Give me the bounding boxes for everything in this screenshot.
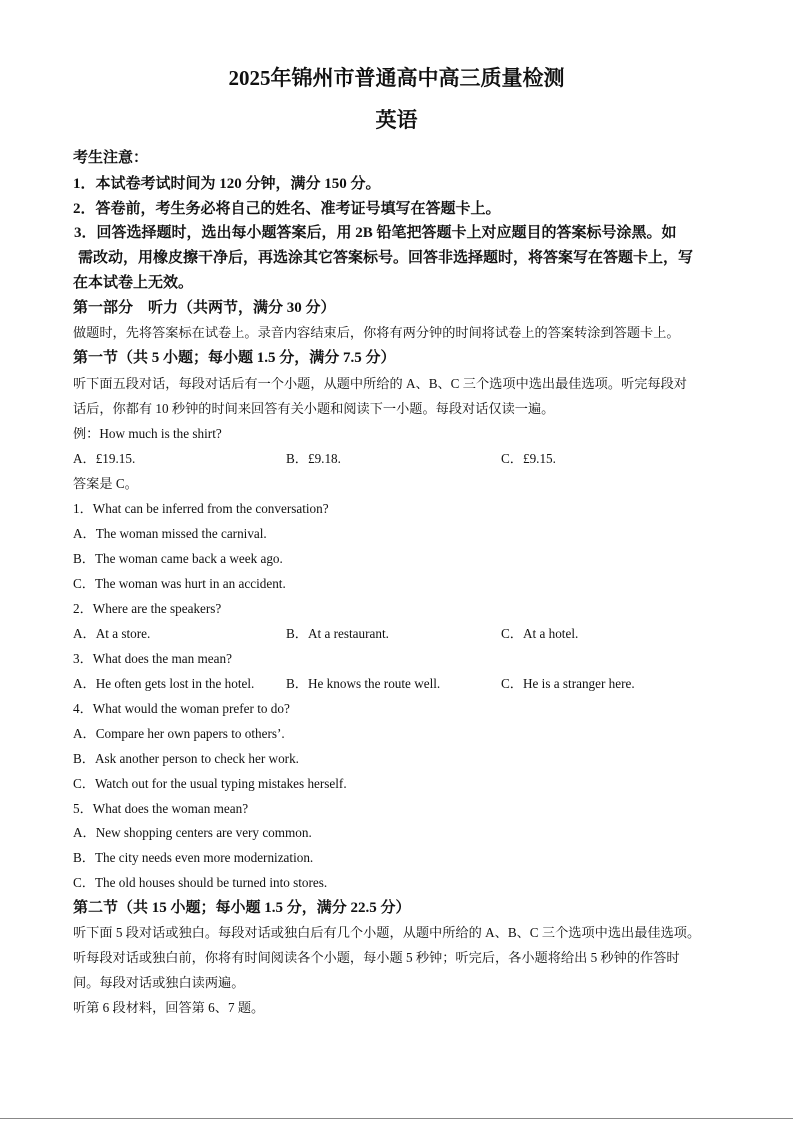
notice-item-1: 1．本试卷考试时间为 120 分钟，满分 150 分。 xyxy=(73,176,381,192)
q4-option-c: C．Watch out for the usual typing mistakes herself. xyxy=(73,776,347,791)
q5-option-c: C．The old houses should be turned into stores. xyxy=(73,875,328,890)
section1-instruction-line1: 听下面五段对话，每段对话后有一个小题，从题中所给的 A、B、C 三个选项中选出最佳选项。听完每段对 xyxy=(73,376,687,391)
part1-heading: 第一部分 听力（共两节，满分 30 分） xyxy=(73,300,336,316)
q3-option-a: A．He often gets lost in the hotel. xyxy=(73,676,255,691)
example-answer: 答案是 C。 xyxy=(73,476,138,491)
q1-stem: 1．What can be inferred from the conversation? xyxy=(73,501,329,516)
q4-option-b: B．Ask another person to check her work. xyxy=(73,751,299,766)
notice-item-3-line2: 需改动，用橡皮擦干净后，再选涂其它答案标号。回答非选择题时，将答案写在答题卡上，写 xyxy=(78,250,694,266)
q1-option-a: A．The woman missed the carnival. xyxy=(73,526,267,541)
q2-option-a: A．At a store. xyxy=(73,626,151,641)
q2-option-b: B．At a restaurant. xyxy=(286,626,389,641)
q2-stem: 2．Where are the speakers? xyxy=(73,601,222,616)
example-option-a: A．£19.15. xyxy=(73,451,136,466)
q5-option-a: A．New shopping centers are very common. xyxy=(73,825,312,840)
notice-heading: 考生注意： xyxy=(73,150,149,166)
q5-stem: 5．What does the woman mean? xyxy=(73,801,249,816)
section2-instruction-line3: 间。每段对话或独白读两遍。 xyxy=(73,975,245,990)
notice-item-3-line3: 在本试卷上无效。 xyxy=(73,275,194,291)
notice-item-2: 2．答卷前，考生务必将自己的姓名、准考证号填写在答题卡上。 xyxy=(73,201,501,217)
exam-title: 2025年锦州市普通高中高三质量检测 xyxy=(228,66,565,90)
notice-item-3-line1: 3．回答选择题时，选出每小题答案后，用 2B 铅笔把答题卡上对应题目的答案标号涂黑。如 xyxy=(74,225,677,241)
example-question: 例：How much is the shirt? xyxy=(73,426,222,441)
section1-heading: 第一节（共 5 小题；每小题 1.5 分，满分 7.5 分） xyxy=(73,350,396,366)
section2-heading: 第二节（共 15 小题；每小题 1.5 分，满分 22.5 分） xyxy=(73,900,411,916)
q4-option-a: A．Compare her own papers to others’. xyxy=(73,726,285,741)
q3-option-c: C．He is a stranger here. xyxy=(501,676,635,691)
part1-instruction: 做题时，先将答案标在试卷上。录音内容结束后，你将有两分钟的时间将试卷上的答案转涂到答题卡上。 xyxy=(73,325,680,340)
q1-option-b: B．The woman came back a week ago. xyxy=(73,551,283,566)
section1-instruction-line2: 话后，你都有 10 秒钟的时间来回答有关小题和阅读下一小题。每段对话仅读一遍。 xyxy=(73,401,555,416)
q3-option-b: B．He knows the route well. xyxy=(286,676,441,691)
material-6-prompt: 听第 6 段材料，回答第 6、7 题。 xyxy=(73,1000,265,1015)
page-bottom-divider xyxy=(0,1118,793,1119)
q1-option-c: C．The woman was hurt in an accident. xyxy=(73,576,286,591)
q5-option-b: B．The city needs even more modernization. xyxy=(73,850,314,865)
q4-stem: 4．What would the woman prefer to do? xyxy=(73,701,290,716)
q3-stem: 3．What does the man mean? xyxy=(73,651,232,666)
section2-instruction-line1: 听下面 5 段对话或独白。每段对话或独白后有几个小题，从题中所给的 A、B、C 三个选项中选出最佳选项。 xyxy=(73,925,701,940)
subject-title: 英语 xyxy=(375,108,418,132)
q2-option-c: C．At a hotel. xyxy=(501,626,579,641)
example-option-b: B．£9.18. xyxy=(286,451,341,466)
example-option-c: C．£9.15. xyxy=(501,451,556,466)
section2-instruction-line2: 听每段对话或独白前，你将有时间阅读各个小题，每小题 5 秒钟；听完后，各小题将给出 5 秒钟的作答时 xyxy=(73,950,680,965)
